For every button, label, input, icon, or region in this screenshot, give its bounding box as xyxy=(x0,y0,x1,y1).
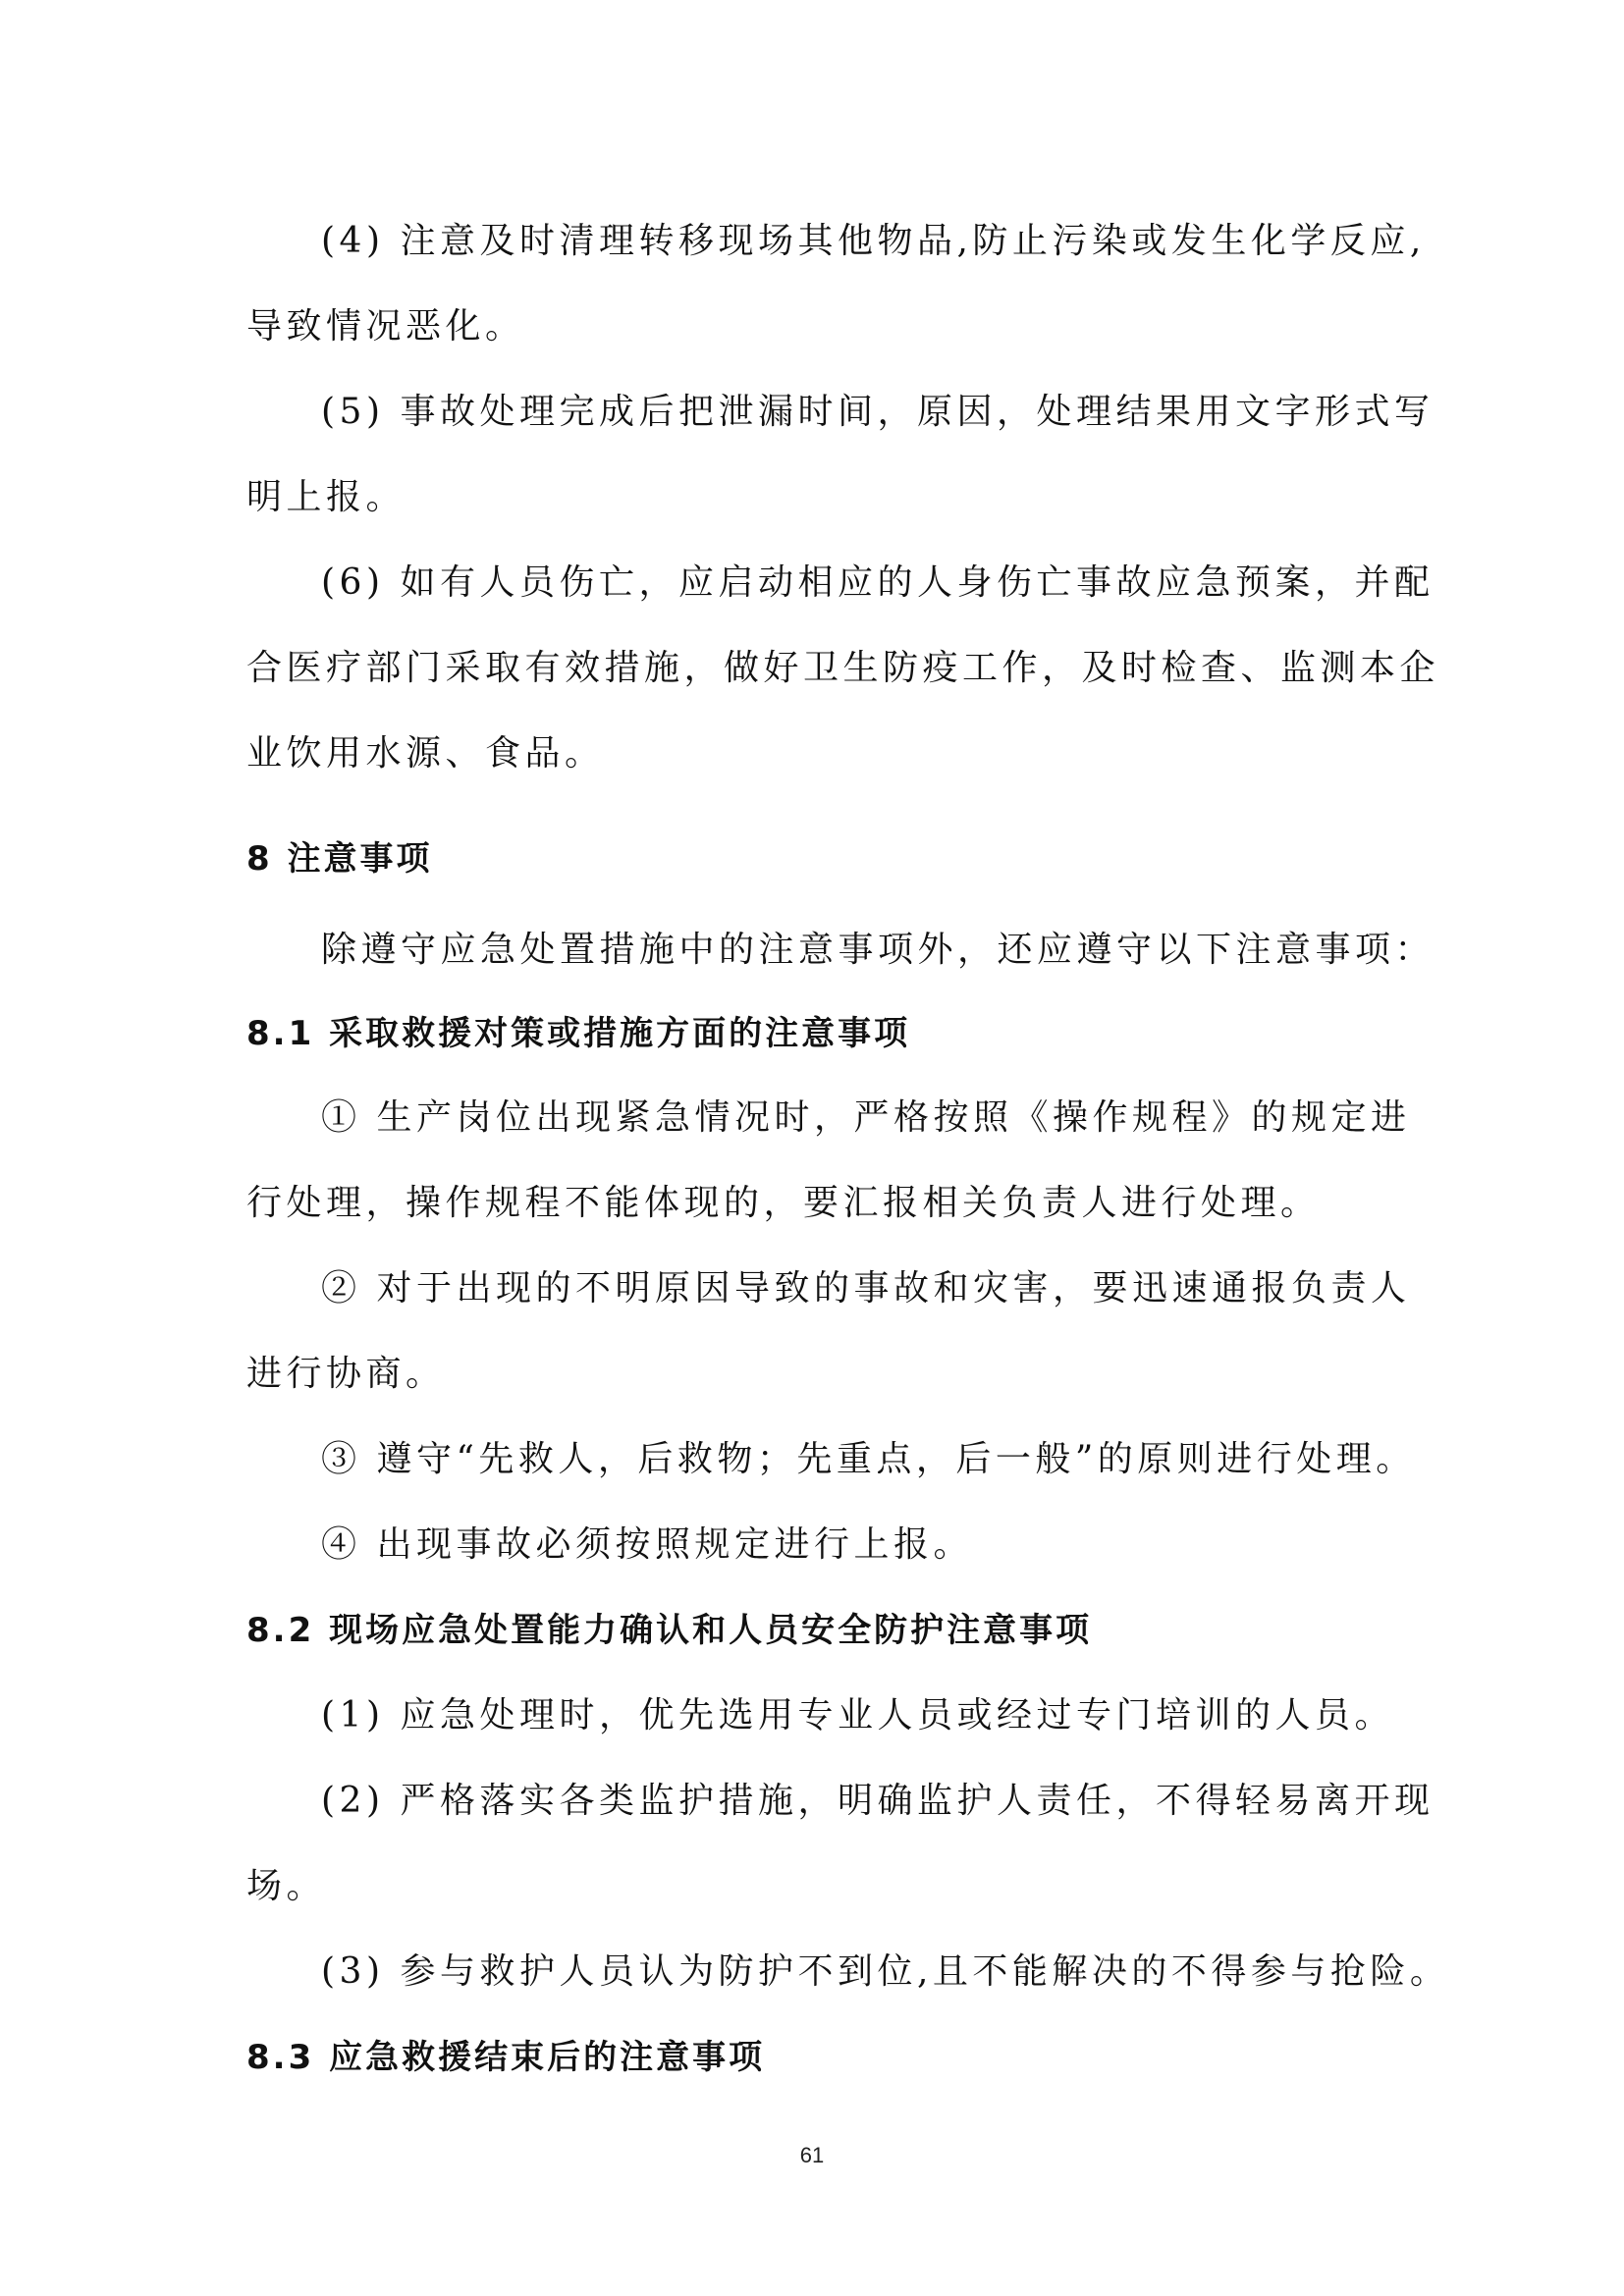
section-8-2-heading: 8.2 现场应急处置能力确认和人员安全防护注意事项 xyxy=(246,1611,1093,1650)
section-8-2-item-3: (3) 参与救护人员认为防护不到位,且不能解决的不得参与抢险。 xyxy=(321,1951,1450,1992)
section-8-intro: 除遵守应急处置措施中的注意事项外，还应遵守以下注意事项： xyxy=(321,930,1435,970)
section-8-1-item-2-line-1: ② 对于出现的不明原因导致的事故和灾害，要迅速通报负责人 xyxy=(321,1268,1411,1308)
paragraph-5-line-2: 明上报。 xyxy=(246,477,406,517)
page-number: 61 xyxy=(799,2143,825,2167)
paragraph-6-line-3: 业饮用水源、食品。 xyxy=(246,733,605,774)
section-8-1-item-4: ④ 出现事故必须按照规定进行上报。 xyxy=(321,1524,973,1565)
paragraph-6-line-1: (6) 如有人员伤亡，应启动相应的人身伤亡事故应急预案，并配 xyxy=(321,562,1435,603)
section-8-2-item-1: (1) 应急处理时，优先选用专业人员或经过专门培训的人员。 xyxy=(321,1695,1394,1735)
paragraph-4-line-2: 导致情况恶化。 xyxy=(246,306,525,347)
section-8-1-item-1-line-1: ① 生产岗位出现紧急情况时，严格按照《操作规程》的规定进 xyxy=(321,1097,1411,1138)
section-8-1-item-3: ③ 遵守“先救人，后救物；先重点，后一般”的原则进行处理。 xyxy=(321,1439,1416,1479)
section-8-3-heading: 8.3 应急救援结束后的注意事项 xyxy=(246,2038,766,2077)
section-8-1-heading: 8.1 采取救援对策或措施方面的注意事项 xyxy=(246,1014,911,1053)
paragraph-6-line-2: 合医疗部门采取有效措施，做好卫生防疫工作，及时检查、监测本企 xyxy=(246,648,1440,688)
section-8-2-item-2-line-2: 场。 xyxy=(246,1866,327,1906)
section-8-heading: 8 注意事项 xyxy=(246,839,433,879)
paragraph-4-line-1: (4) 注意及时清理转移现场其他物品,防止污染或发生化学反应, xyxy=(321,221,1426,261)
section-8-1-item-2-line-2: 进行协商。 xyxy=(246,1354,446,1394)
section-8-2-item-2-line-1: (2) 严格落实各类监护措施，明确监护人责任，不得轻易离开现 xyxy=(321,1781,1435,1821)
paragraph-5-line-1: (5) 事故处理完成后把泄漏时间，原因，处理结果用文字形式写 xyxy=(321,392,1435,432)
section-8-1-item-1-line-2: 行处理，操作规程不能体现的，要汇报相关负责人进行处理。 xyxy=(246,1183,1321,1223)
